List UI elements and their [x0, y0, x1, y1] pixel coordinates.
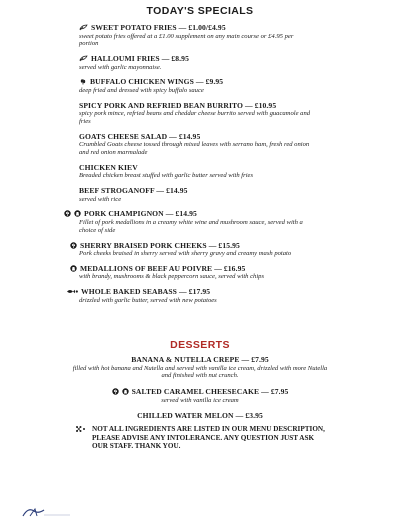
specials-list — [79, 23, 394, 310]
item-name: GOATS CHEESE SALAD — £14.95 — [79, 131, 201, 141]
gluten-free-icon — [79, 78, 87, 85]
item-description: served with rice — [79, 195, 122, 203]
item-description: filled with hot banana and Nutella and served with vanilla ice cream, drizzled with more Nutella and finished with nut crunch. — [72, 364, 328, 380]
menu-item — [70, 264, 394, 281]
item-name: WHOLE BAKED SEABASS — £17.95 — [81, 287, 211, 297]
menu-item — [79, 132, 394, 157]
item-description: spicy pork mince, refried beans and cheddar cheese burrito served with guacamole and fries — [79, 110, 311, 125]
vegetarian-icon — [79, 55, 88, 62]
item-name: BUFFALO CHICKEN WINGS — £9.95 — [90, 77, 224, 87]
gluten-free-icon — [112, 388, 119, 395]
item-name: HALLOUMI FRIES — £8.95 — [91, 54, 189, 64]
brand-logo — [22, 504, 72, 522]
allergy-notice — [79, 425, 329, 451]
menu-item — [79, 54, 394, 71]
menu-item — [79, 163, 394, 180]
menu-item — [66, 287, 394, 304]
dairy-free-icon — [74, 210, 81, 217]
item-name: BANANA & NUTELLA CREPE — £7.95 — [131, 355, 269, 364]
dairy-free-icon — [70, 265, 77, 272]
item-description: with brandy, mushrooms & black peppercorn sauce, served with chips — [79, 273, 265, 281]
vegetarian-icon — [79, 24, 88, 31]
allergy-text: NOT ALL INGREDIENTS ARE LISTED IN OUR MENU DESCRIPTION, PLEASE ADVISE ANY INTOLERANCE. ANY QUESTION JUST ASK OUR STAFF. THANK YOU. — [92, 425, 325, 451]
item-description: drizzled with garlic butter, served with new potatoes — [79, 296, 217, 304]
item-name: SPICY PORK AND REFRIED BEAN BURRITO — £10.95 — [79, 100, 277, 110]
menu-item — [79, 77, 394, 94]
menu-item — [70, 241, 394, 258]
item-description: Breaded chicken breast stuffed with garlic butter served with fries — [79, 172, 254, 180]
menu-item — [79, 186, 394, 203]
specials-heading: TODAY'S SPECIALS — [146, 5, 254, 17]
dessert-item — [70, 411, 330, 420]
item-name: CHICKEN KIEV — [79, 162, 138, 172]
item-name: PORK CHAMPIGNON — £14.95 — [84, 209, 197, 219]
item-name: SALTED CARAMEL CHEESECAKE — £7.95 — [131, 387, 289, 397]
desserts-heading: DESSERTS — [170, 339, 230, 351]
gluten-free-icon — [64, 210, 71, 217]
menu-item — [79, 23, 394, 48]
desserts-list — [70, 355, 330, 427]
allergen-icon — [75, 425, 86, 433]
item-description: sweet potato fries offered at a £1.00 supplement on any main course or £4.95 per portion — [79, 32, 294, 48]
gluten-free-icon — [70, 242, 77, 249]
item-name: BEEF STROGANOFF — £14.95 — [79, 186, 188, 196]
item-name: SWEET POTATO FRIES — £1.00/£4.95 — [91, 23, 226, 32]
dessert-item — [70, 355, 330, 380]
dairy-free-icon — [122, 388, 129, 395]
item-description: served with vanilla ice cream — [161, 396, 239, 404]
item-name: SHERRY BRAISED PORK CHEEKS — £15.95 — [80, 240, 240, 250]
item-description: Pork cheeks braised in sherry served with sherry gravy and creamy mash potato — [79, 250, 292, 258]
item-name: CHILLED WATER MELON — £3.95 — [137, 411, 263, 421]
item-description: deep fried and dressed with spicy buffalo sauce — [79, 86, 204, 94]
item-description: Fillet of pork medallions in a creamy white wine and mushroom sauce, served with a choice of side — [79, 218, 303, 234]
dessert-item — [70, 387, 330, 404]
item-description: Crumbled Goats cheese tossed through mixed leaves with serrano ham, fresh red onion and red onion marmalade — [79, 141, 310, 157]
menu-item — [79, 101, 394, 126]
fish-icon — [66, 288, 78, 295]
item-description: served with garlic mayonnaise. — [79, 63, 162, 71]
item-name: MEDALLIONS OF BEEF AU POIVRE — £16.95 — [80, 263, 246, 273]
menu-item — [64, 209, 394, 234]
